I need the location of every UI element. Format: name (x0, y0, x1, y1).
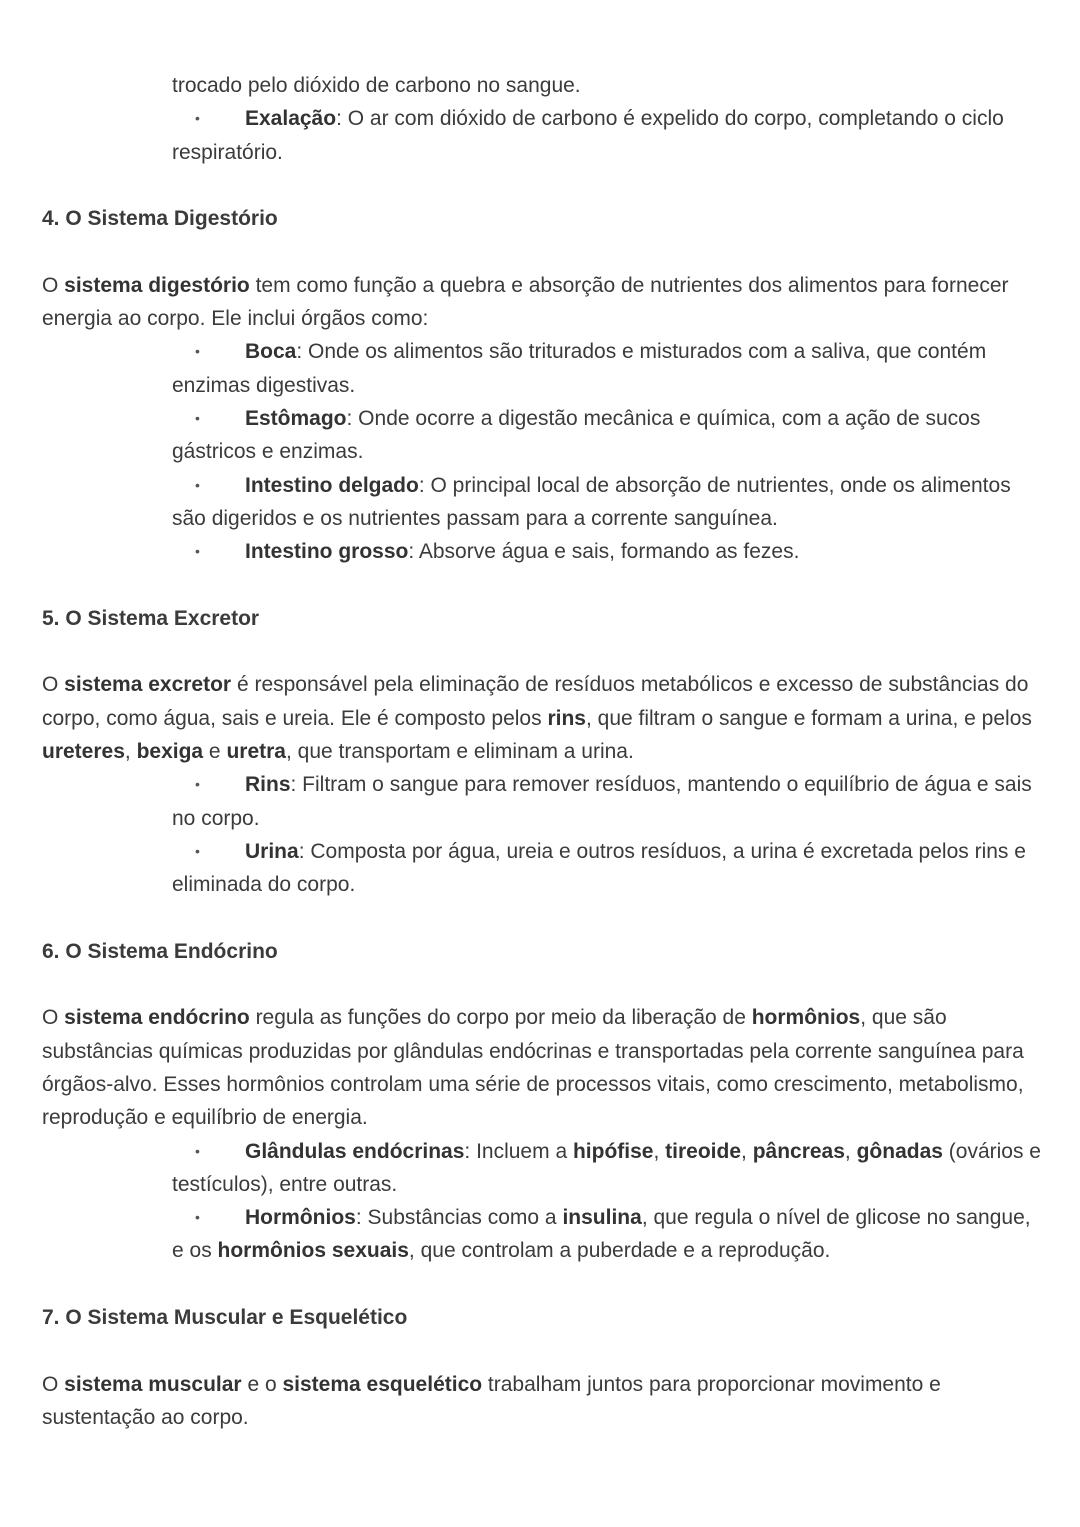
term: Boca (245, 340, 297, 364)
list-item-continuation: trocado pelo dióxido de carbono no sangue. (172, 74, 581, 97)
bullet-icon: • (195, 343, 200, 360)
text: O (42, 1372, 65, 1396)
text: , que transportam e eliminam a urina. (285, 739, 634, 763)
bold-term: hipófise (572, 1139, 654, 1163)
text: trabalham juntos para proporcionar movimento e sustentação ao corpo. (42, 1372, 941, 1429)
bullet-icon: • (195, 776, 200, 793)
text: e o (241, 1372, 283, 1396)
text: , (653, 1139, 666, 1163)
bold-term: sistema excretor (64, 673, 232, 697)
text: : Substâncias como a (355, 1206, 563, 1230)
bullet-icon: • (195, 110, 200, 127)
definition: : O principal local de absorção de nutrientes, onde os alimentos são digeridos e os nutrientes passam para a corrente sanguínea. (172, 473, 1011, 530)
bold-term: ureteres (42, 739, 125, 763)
section-paragraph-muscular-esqueletico (42, 1368, 1042, 1435)
text: e (203, 739, 227, 763)
term: Exalação (245, 107, 337, 131)
bold-term: pâncreas (752, 1139, 845, 1163)
definition: : Onde ocorre a digestão mecânica e química, com a ação de sucos gástricos e enzimas. (172, 406, 981, 464)
bullet-icon: • (195, 1142, 200, 1159)
definition: : O ar com dióxido de carbono é expelido do corpo, completando o ciclo respiratório. (172, 107, 1004, 164)
definition: : Absorve água e sais, formando as fezes. (408, 540, 800, 564)
text: (ovários e testículos), entre outras. (172, 1139, 1041, 1196)
bold-term: insulina (562, 1206, 642, 1230)
list-item-glandulas-endocrinas (172, 1135, 1042, 1202)
list-item-hormonios (172, 1201, 1042, 1268)
bullet-icon: • (195, 842, 200, 859)
definition: : Onde os alimentos são triturados e misturados com a saliva, que contém enzimas digestivas. (172, 340, 987, 397)
term: Urina (245, 839, 299, 863)
section-heading-excretor: 5. O Sistema Excretor (42, 606, 260, 630)
section-heading-digestorio: 4. O Sistema Digestório (42, 207, 278, 231)
term: Estômago (245, 406, 347, 430)
text: , (741, 1139, 753, 1163)
section-paragraph-digestorio (42, 269, 1042, 336)
list-item-rins (172, 768, 1042, 835)
text: , (844, 1139, 857, 1163)
text: , (124, 739, 137, 763)
definition: : Composta por água, ureia e outros resíduos, a urina é excretada pelos rins e eliminada do corpo. (172, 839, 1026, 897)
bold-term: bexiga (136, 739, 204, 763)
definition: : Filtram o sangue para remover resíduos, mantendo o equilíbrio de água e sais no corpo. (172, 773, 1032, 830)
term: Hormônios (245, 1206, 356, 1230)
bold-term: hormônios (751, 1006, 861, 1030)
term: Intestino grosso (245, 540, 409, 564)
term: Rins (245, 773, 291, 797)
bold-term: uretra (226, 739, 286, 763)
term: Intestino delgado (245, 473, 419, 497)
bold-term: tireoide (665, 1139, 742, 1163)
text: O (42, 273, 65, 297)
section-paragraph-endocrino (42, 1001, 1042, 1134)
text: , que controlam a puberdade e a reprodução. (408, 1239, 831, 1263)
text: tem como função a quebra e absorção de nutrientes dos alimentos para fornecer energia ao corpo. Ele inclui órgãos como: (42, 273, 1009, 331)
list-item-urina (172, 835, 1042, 902)
text: , que filtram o sangue e formam a urina, e pelos (585, 706, 1032, 730)
text: O (42, 673, 65, 697)
bold-term: sistema esquelético (282, 1372, 483, 1396)
text: O (42, 1006, 65, 1030)
list-item-exalacao (172, 102, 1042, 169)
list-item-intestino-delgado (172, 469, 1042, 536)
list-item-boca (172, 335, 1042, 402)
bold-term: gônadas (856, 1139, 943, 1163)
bold-term: hormônios sexuais (217, 1239, 409, 1263)
section-heading-endocrino: 6. O Sistema Endócrino (42, 939, 278, 963)
text: : Incluem a (464, 1139, 573, 1163)
section-heading-muscular-esqueletico: 7. O Sistema Muscular e Esquelético (42, 1305, 408, 1329)
bullet-icon: • (195, 476, 200, 493)
document-body (0, 69, 1080, 1434)
text: é responsável pela eliminação de resíduos metabólicos e excesso de substâncias do corpo, como água, sais e ureia. Ele é composto pelos (42, 673, 1029, 730)
bullet-icon: • (195, 409, 200, 426)
text: , que regula o nível de glicose no sangue, e os (172, 1206, 1031, 1263)
term: Glândulas endócrinas (245, 1139, 465, 1163)
text: regula as funções do corpo por meio da liberação de (249, 1006, 752, 1030)
bullet-icon: • (195, 543, 200, 560)
bold-term: rins (547, 706, 586, 730)
text: , que são substâncias químicas produzidas por glândulas endócrinas e transportadas pela corrente sanguínea para órgãos-alvo. Esses hormônios controlam uma série de processos vitais, como crescimento, metabolismo, reprodução e equilíbrio de energia. (42, 1006, 1024, 1130)
bold-term: sistema digestório (64, 273, 250, 297)
bold-term: sistema muscular (64, 1372, 242, 1396)
list-item-estomago (172, 402, 1042, 469)
bold-term: sistema endócrino (64, 1006, 250, 1030)
section-paragraph-excretor (42, 668, 1042, 768)
list-item-intestino-grosso (172, 535, 1042, 568)
bullet-icon: • (195, 1209, 200, 1226)
